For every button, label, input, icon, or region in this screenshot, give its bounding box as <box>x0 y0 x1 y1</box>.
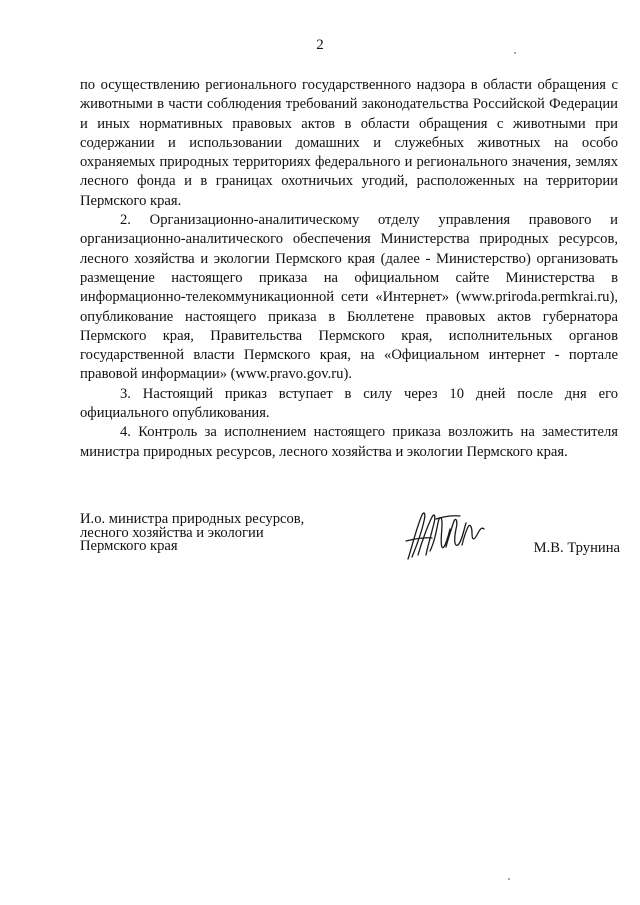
paragraph-item-2: 2. Организационно-аналитическому отделу управления правового и организационно-аналитического обеспечения Министерства природных ресурсов, лесного хозяйства и экологии Пермского края (далее - Министерство) организовать размещение настоящего приказа на официальном сайте Министерства в информационно-телекоммуникационной сети «Интернет» (www.priroda.permkrai.ru), опубликование настоящего приказа в Бюллетене правовых актов губернатора Пермского края, Правительства Пермского края, исполнительных органов государственной власти Пермского края, на «Официальном интернет - портале правовой информации» (www.pravo.gov.ru). <box>80 212 618 383</box>
signatory-title <box>80 513 360 554</box>
paragraph-item-3: 3. Настоящий приказ вступает в силу через 10 дней после дня его официального опубликования. <box>80 385 618 422</box>
handwritten-signature <box>402 507 488 563</box>
paragraph-item-4: 4. Контроль за исполнением настоящего приказа возложить на заместителя министра природных ресурсов, лесного хозяйства и экологии Пермского края. <box>80 424 618 460</box>
signatory-title-line: Пермского края <box>80 538 178 554</box>
page-number: 2 <box>316 37 324 53</box>
document-body <box>80 76 618 462</box>
signatory-name: М.В. Трунина <box>533 540 620 556</box>
signatory-title-line: лесного хозяйства и экологии <box>80 524 264 541</box>
signature-block <box>80 513 620 573</box>
signatory-title-line: И.о. министра природных ресурсов, <box>80 511 305 527</box>
scan-speck <box>514 52 516 54</box>
paragraph-continuation: по осуществлению регионального государственного надзора в области обращения с животными в части соблюдения требований законодательства Российской Федерации и иных нормативных правовых актов в области обращения с животными при содержании и использовании домашних и служебных животных на особо охраняемых природных территориях федерального и регионального значения, землях лесного фонда и в границах охотничьих угодий, расположенных на территории Пермского края. <box>80 77 618 209</box>
scan-speck <box>508 878 510 880</box>
